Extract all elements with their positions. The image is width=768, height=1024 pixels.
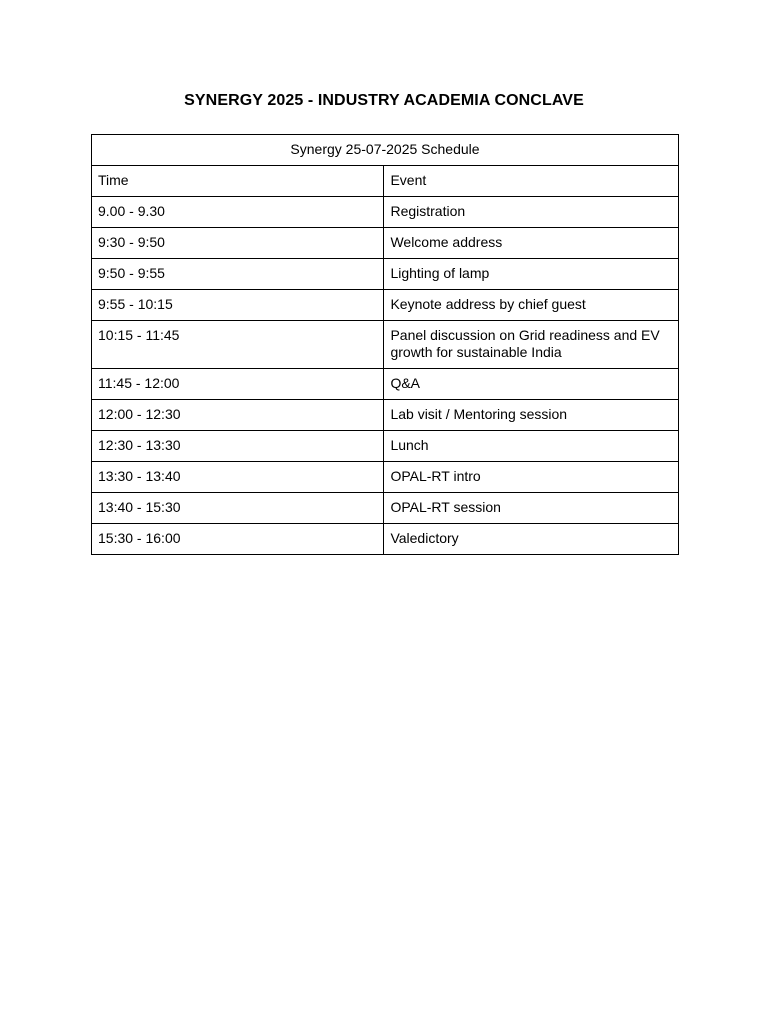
time-cell: 12:30 - 13:30 — [92, 431, 384, 462]
table-row — [92, 462, 679, 493]
time-cell: 15:30 - 16:00 — [92, 524, 384, 555]
table-row — [92, 290, 679, 321]
event-cell: Q&A — [384, 369, 679, 400]
time-cell: 9:50 - 9:55 — [92, 259, 384, 290]
table-row — [92, 228, 679, 259]
table-row — [92, 524, 679, 555]
time-cell: 13:30 - 13:40 — [92, 462, 384, 493]
table-header-row — [92, 166, 679, 197]
event-cell: Lighting of lamp — [384, 259, 679, 290]
time-cell: 9.00 - 9.30 — [92, 197, 384, 228]
schedule-table — [91, 134, 679, 555]
table-caption-row — [92, 135, 679, 166]
event-cell: Lunch — [384, 431, 679, 462]
table-row — [92, 400, 679, 431]
event-cell: Welcome address — [384, 228, 679, 259]
table-caption: Synergy 25-07-2025 Schedule — [92, 135, 679, 166]
table-row — [92, 431, 679, 462]
event-cell: OPAL-RT session — [384, 493, 679, 524]
event-cell: OPAL-RT intro — [384, 462, 679, 493]
column-header-time: Time — [92, 166, 384, 197]
table-row — [92, 493, 679, 524]
table-row — [92, 321, 679, 369]
event-cell: Keynote address by chief guest — [384, 290, 679, 321]
time-cell: 9:55 - 10:15 — [92, 290, 384, 321]
event-cell: Panel discussion on Grid readiness and EV growth for sustainable India — [384, 321, 679, 369]
event-cell: Registration — [384, 197, 679, 228]
time-cell: 13:40 - 15:30 — [92, 493, 384, 524]
table-row — [92, 197, 679, 228]
column-header-event: Event — [384, 166, 679, 197]
event-cell: Valedictory — [384, 524, 679, 555]
time-cell: 9:30 - 9:50 — [92, 228, 384, 259]
time-cell: 10:15 - 11:45 — [92, 321, 384, 369]
time-cell: 12:00 - 12:30 — [92, 400, 384, 431]
table-row — [92, 369, 679, 400]
table-row — [92, 259, 679, 290]
event-cell: Lab visit / Mentoring session — [384, 400, 679, 431]
page-title: SYNERGY 2025 - INDUSTRY ACADEMIA CONCLAVE — [184, 92, 584, 109]
time-cell: 11:45 - 12:00 — [92, 369, 384, 400]
